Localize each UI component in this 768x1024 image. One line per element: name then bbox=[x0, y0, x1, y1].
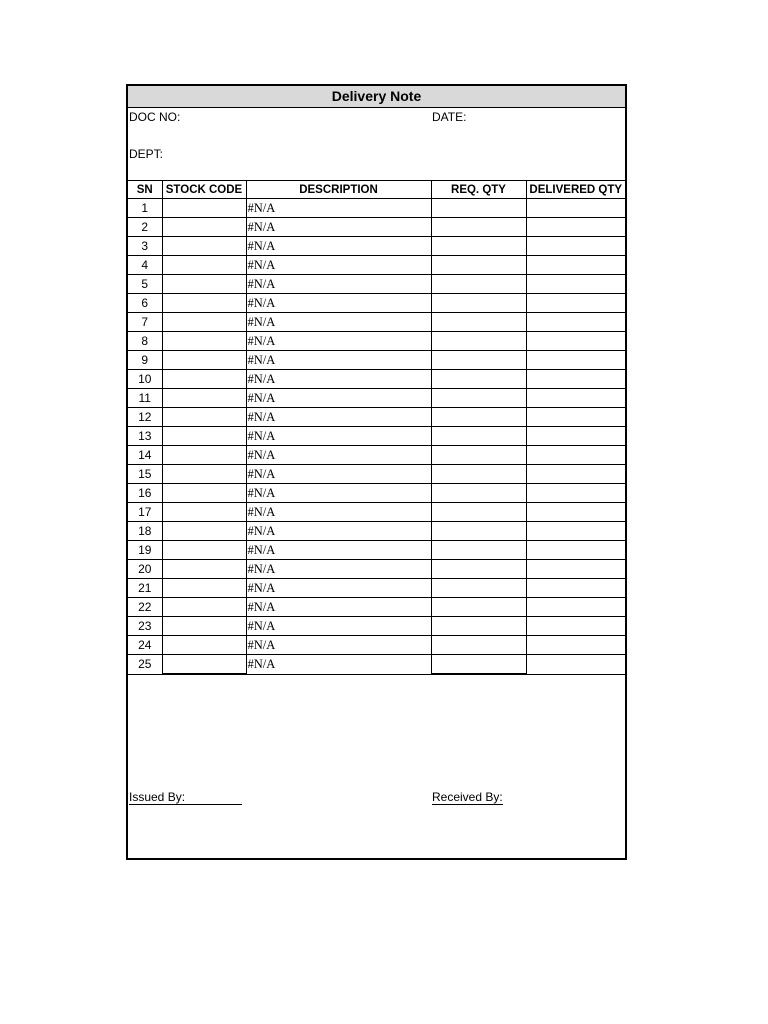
cell-description: #N/A bbox=[246, 370, 431, 389]
cell-req-qty bbox=[431, 389, 526, 408]
cell-delivered-qty bbox=[526, 351, 625, 370]
cell-sn: 12 bbox=[128, 408, 162, 427]
cell-delivered-qty bbox=[526, 237, 625, 256]
cell-delivered-qty bbox=[526, 370, 625, 389]
items-table bbox=[128, 180, 625, 675]
header-description: DESCRIPTION bbox=[246, 181, 431, 199]
cell-req-qty bbox=[431, 237, 526, 256]
table-row bbox=[128, 294, 625, 313]
cell-delivered-qty bbox=[526, 218, 625, 237]
cell-req-qty bbox=[431, 313, 526, 332]
header-req-qty: REQ. QTY bbox=[431, 181, 526, 199]
cell-stock-code bbox=[162, 541, 246, 560]
cell-delivered-qty bbox=[526, 598, 625, 617]
cell-delivered-qty bbox=[526, 408, 625, 427]
cell-delivered-qty bbox=[526, 465, 625, 484]
cell-delivered-qty bbox=[526, 256, 625, 275]
cell-delivered-qty bbox=[526, 199, 625, 218]
cell-description: #N/A bbox=[246, 541, 431, 560]
cell-delivered-qty bbox=[526, 294, 625, 313]
cell-delivered-qty bbox=[526, 389, 625, 408]
table-row bbox=[128, 199, 625, 218]
cell-description: #N/A bbox=[246, 199, 431, 218]
cell-description: #N/A bbox=[246, 427, 431, 446]
cell-sn: 18 bbox=[128, 522, 162, 541]
cell-req-qty bbox=[431, 541, 526, 560]
cell-description: #N/A bbox=[246, 484, 431, 503]
table-row bbox=[128, 408, 625, 427]
cell-req-qty bbox=[431, 446, 526, 465]
cell-req-qty bbox=[431, 199, 526, 218]
table-row bbox=[128, 351, 625, 370]
cell-stock-code bbox=[162, 370, 246, 389]
cell-delivered-qty bbox=[526, 503, 625, 522]
table-row bbox=[128, 484, 625, 503]
cell-description: #N/A bbox=[246, 237, 431, 256]
cell-stock-code bbox=[162, 522, 246, 541]
cell-stock-code bbox=[162, 636, 246, 655]
cell-delivered-qty bbox=[526, 332, 625, 351]
cell-req-qty bbox=[431, 427, 526, 446]
dept-label: DEPT: bbox=[129, 147, 164, 161]
table-row bbox=[128, 427, 625, 446]
cell-sn: 19 bbox=[128, 541, 162, 560]
issued-by-label: Issued By: bbox=[129, 790, 242, 805]
delivery-note-sheet bbox=[126, 84, 627, 860]
cell-delivered-qty bbox=[526, 655, 625, 675]
cell-sn: 4 bbox=[128, 256, 162, 275]
cell-sn: 8 bbox=[128, 332, 162, 351]
cell-stock-code bbox=[162, 332, 246, 351]
cell-sn: 5 bbox=[128, 275, 162, 294]
cell-req-qty bbox=[431, 522, 526, 541]
table-row bbox=[128, 541, 625, 560]
cell-delivered-qty bbox=[526, 522, 625, 541]
cell-delivered-qty bbox=[526, 484, 625, 503]
cell-stock-code bbox=[162, 598, 246, 617]
table-row bbox=[128, 389, 625, 408]
table-row bbox=[128, 598, 625, 617]
cell-description: #N/A bbox=[246, 446, 431, 465]
cell-req-qty bbox=[431, 294, 526, 313]
table-row bbox=[128, 503, 625, 522]
cell-sn: 24 bbox=[128, 636, 162, 655]
received-by-label: Received By: bbox=[432, 790, 503, 804]
cell-sn: 9 bbox=[128, 351, 162, 370]
cell-description: #N/A bbox=[246, 313, 431, 332]
table-header-row bbox=[128, 181, 625, 199]
cell-req-qty bbox=[431, 617, 526, 636]
cell-req-qty bbox=[431, 598, 526, 617]
cell-description: #N/A bbox=[246, 351, 431, 370]
cell-delivered-qty bbox=[526, 313, 625, 332]
cell-stock-code bbox=[162, 560, 246, 579]
cell-description: #N/A bbox=[246, 218, 431, 237]
cell-description: #N/A bbox=[246, 579, 431, 598]
cell-sn: 3 bbox=[128, 237, 162, 256]
cell-req-qty bbox=[431, 408, 526, 427]
table-row bbox=[128, 256, 625, 275]
table-row bbox=[128, 522, 625, 541]
cell-description: #N/A bbox=[246, 636, 431, 655]
cell-description: #N/A bbox=[246, 617, 431, 636]
cell-description: #N/A bbox=[246, 408, 431, 427]
doc-no-label: DOC NO: bbox=[129, 110, 181, 124]
cell-delivered-qty bbox=[526, 541, 625, 560]
cell-stock-code bbox=[162, 655, 246, 675]
cell-delivered-qty bbox=[526, 617, 625, 636]
table-row bbox=[128, 313, 625, 332]
cell-description: #N/A bbox=[246, 465, 431, 484]
cell-req-qty bbox=[431, 655, 526, 675]
table-body bbox=[128, 199, 625, 675]
cell-stock-code bbox=[162, 503, 246, 522]
cell-description: #N/A bbox=[246, 598, 431, 617]
cell-stock-code bbox=[162, 484, 246, 503]
table-row bbox=[128, 636, 625, 655]
cell-stock-code bbox=[162, 351, 246, 370]
cell-sn: 7 bbox=[128, 313, 162, 332]
cell-stock-code bbox=[162, 199, 246, 218]
cell-sn: 15 bbox=[128, 465, 162, 484]
cell-description: #N/A bbox=[246, 522, 431, 541]
cell-stock-code bbox=[162, 389, 246, 408]
cell-req-qty bbox=[431, 370, 526, 389]
table-row bbox=[128, 218, 625, 237]
cell-req-qty bbox=[431, 275, 526, 294]
cell-description: #N/A bbox=[246, 503, 431, 522]
header-stock-code: STOCK CODE bbox=[162, 181, 246, 199]
cell-stock-code bbox=[162, 313, 246, 332]
cell-sn: 1 bbox=[128, 199, 162, 218]
cell-req-qty bbox=[431, 560, 526, 579]
cell-description: #N/A bbox=[246, 389, 431, 408]
header-sn: SN bbox=[128, 181, 162, 199]
cell-req-qty bbox=[431, 256, 526, 275]
table-row bbox=[128, 655, 625, 675]
cell-stock-code bbox=[162, 579, 246, 598]
cell-delivered-qty bbox=[526, 560, 625, 579]
table-row bbox=[128, 617, 625, 636]
cell-delivered-qty bbox=[526, 636, 625, 655]
date-label: DATE: bbox=[432, 110, 467, 124]
cell-sn: 21 bbox=[128, 579, 162, 598]
cell-sn: 20 bbox=[128, 560, 162, 579]
cell-sn: 10 bbox=[128, 370, 162, 389]
cell-stock-code bbox=[162, 237, 246, 256]
cell-sn: 13 bbox=[128, 427, 162, 446]
cell-description: #N/A bbox=[246, 294, 431, 313]
cell-req-qty bbox=[431, 484, 526, 503]
table-row bbox=[128, 237, 625, 256]
cell-stock-code bbox=[162, 465, 246, 484]
cell-delivered-qty bbox=[526, 579, 625, 598]
table-row bbox=[128, 370, 625, 389]
cell-stock-code bbox=[162, 294, 246, 313]
table-row bbox=[128, 446, 625, 465]
table-row bbox=[128, 332, 625, 351]
cell-sn: 22 bbox=[128, 598, 162, 617]
cell-req-qty bbox=[431, 503, 526, 522]
cell-req-qty bbox=[431, 351, 526, 370]
table-row bbox=[128, 275, 625, 294]
cell-delivered-qty bbox=[526, 427, 625, 446]
cell-req-qty bbox=[431, 332, 526, 351]
cell-sn: 16 bbox=[128, 484, 162, 503]
cell-req-qty bbox=[431, 218, 526, 237]
cell-sn: 25 bbox=[128, 655, 162, 675]
cell-sn: 2 bbox=[128, 218, 162, 237]
cell-delivered-qty bbox=[526, 275, 625, 294]
cell-description: #N/A bbox=[246, 275, 431, 294]
cell-sn: 14 bbox=[128, 446, 162, 465]
cell-req-qty bbox=[431, 579, 526, 598]
cell-sn: 23 bbox=[128, 617, 162, 636]
cell-stock-code bbox=[162, 275, 246, 294]
cell-stock-code bbox=[162, 617, 246, 636]
cell-description: #N/A bbox=[246, 332, 431, 351]
cell-sn: 6 bbox=[128, 294, 162, 313]
table-row bbox=[128, 465, 625, 484]
cell-sn: 17 bbox=[128, 503, 162, 522]
cell-req-qty bbox=[431, 636, 526, 655]
cell-description: #N/A bbox=[246, 655, 431, 675]
cell-stock-code bbox=[162, 256, 246, 275]
document-title: Delivery Note bbox=[128, 86, 625, 108]
table-row bbox=[128, 560, 625, 579]
cell-stock-code bbox=[162, 218, 246, 237]
cell-req-qty bbox=[431, 465, 526, 484]
cell-stock-code bbox=[162, 427, 246, 446]
cell-stock-code bbox=[162, 446, 246, 465]
cell-sn: 11 bbox=[128, 389, 162, 408]
cell-description: #N/A bbox=[246, 256, 431, 275]
table-row bbox=[128, 579, 625, 598]
cell-stock-code bbox=[162, 408, 246, 427]
header-delivered-qty: DELIVERED QTY bbox=[526, 181, 625, 199]
cell-delivered-qty bbox=[526, 446, 625, 465]
cell-description: #N/A bbox=[246, 560, 431, 579]
